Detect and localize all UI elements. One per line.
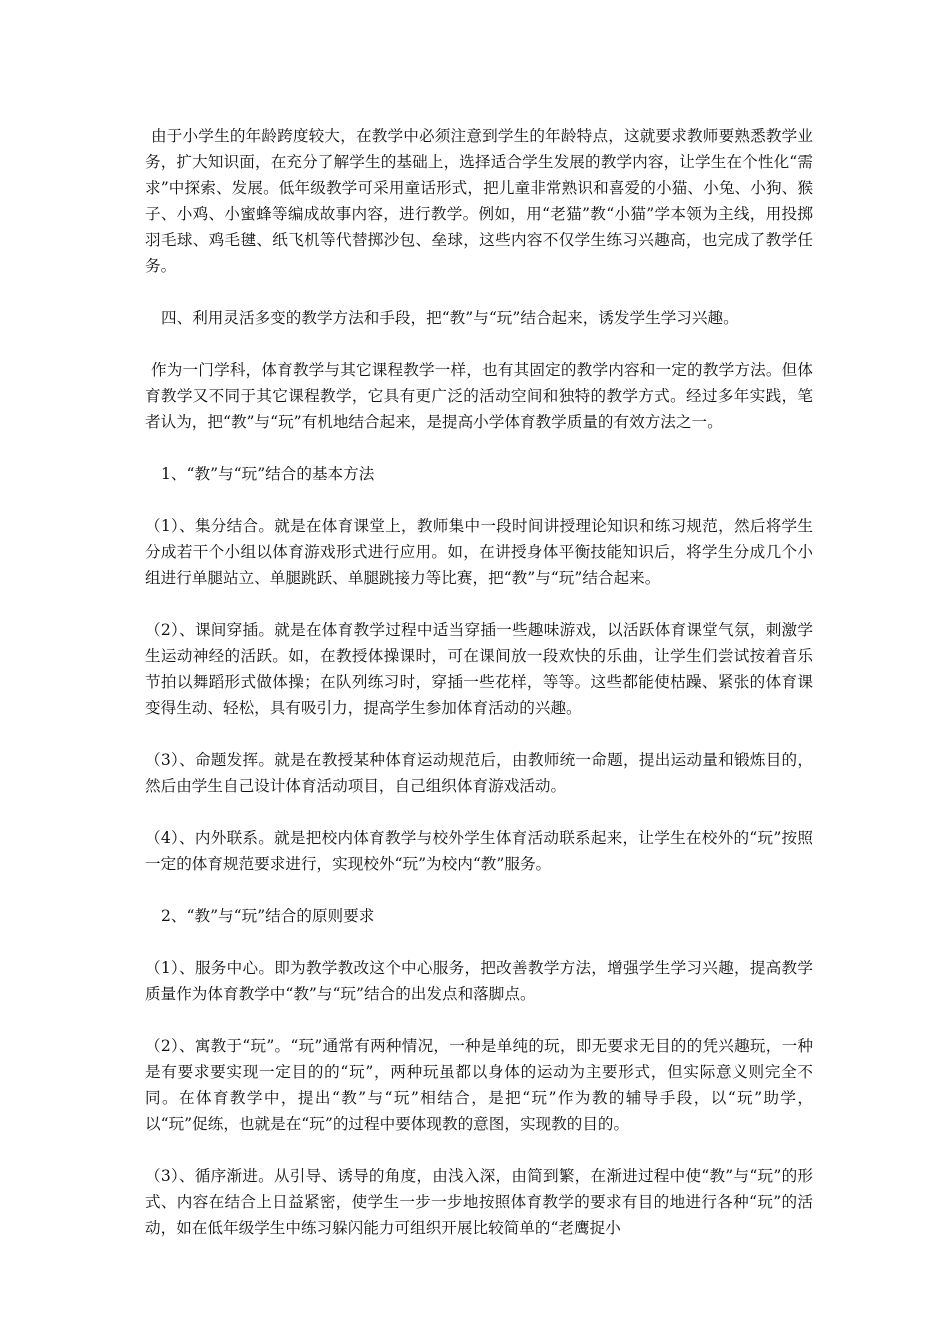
document-body — [145, 123, 813, 1241]
paragraph-principle-1: （1）、服务中心。即为教学教改这个中心服务，把改善教学方法，增强学生学习兴趣，提高教学质量作为体育教学中“教”与“玩”结合的出发点和落脚点。 — [145, 959, 813, 1003]
paragraph-method-3: （3）、命题发挥。就是在教授某种体育运动规范后，由教师统一命题，提出运动量和锻炼目的，然后由学生自己设计体育活动项目，自己组织体育游戏活动。 — [145, 751, 813, 795]
subheading-basic-methods: 1、“教”与“玩”结合的基本方法 — [161, 465, 375, 483]
paragraph-method-2: （2）、课间穿插。就是在体育教学过程中适当穿插一些趣味游戏，以活跃体育课堂气氛，刺激学生运动神经的活跃。如，在教授体操课时，可在课间放一段欢快的乐曲，让学生们尝试按着音乐节拍以舞蹈形式做体操；在队列练习时，穿插一些花样，等等。这些都能使枯躁、紧张的体育课变得生动、轻松，具有吸引力，提高学生参加体育活动的兴趣。 — [145, 621, 813, 717]
section-heading-four: 四、利用灵活多变的教学方法和手段，把“教”与“玩”结合起来，诱发学生学习兴趣。 — [161, 309, 739, 327]
paragraph-age-characteristics: 由于小学生的年龄跨度较大，在教学中必须注意到学生的年龄特点，这就要求教师要熟悉教学业务，扩大知识面，在充分了解学生的基础上，选择适合学生发展的教学内容，让学生在个性化“需求”中探索、发展。低年级教学可采用童话形式，把儿童非常熟识和喜爱的小猫、小兔、小狗、猴子、小鸡、小蜜蜂等编成故事内容，进行教学。例如，用“老猫”教“小猫”学本领为主线，用投掷羽毛球、鸡毛毽、纸飞机等代替掷沙包、垒球，这些内容不仅学生练习兴趣高，也完成了教学任务。 — [145, 127, 813, 275]
paragraph-subject-intro: 作为一门学科，体育教学与其它课程教学一样，也有其固定的教学内容和一定的教学方法。但体育教学又不同于其它课程教学，它具有更广泛的活动空间和独特的教学方式。经过多年实践，笔者认为，把“教”与“玩”有机地结合起来，是提高小学体育教学质量的有效方法之一。 — [145, 361, 813, 431]
subheading-principles: 2、“教”与“玩”结合的原则要求 — [161, 907, 375, 925]
paragraph-principle-2: （2）、寓教于“玩”。“玩”通常有两种情况，一种是单纯的玩，即无要求无目的的凭兴趣玩，一种是有要求要实现一定目的的“玩”，两种玩虽都以身体的运动为主要形式，但实际意义则完全不同。在体育教学中，提出“教”与“玩”相结合，是把“玩”作为教的辅导手段，以“玩”助学，以“玩”促练，也就是在“玩”的过程中要体现教的意图，实现教的目的。 — [145, 1037, 813, 1133]
paragraph-principle-3: （3）、循序渐进。从引导、诱导的角度，由浅入深，由简到繁，在渐进过程中使“教”与“玩”的形式、内容在结合上日益紧密，使学生一步一步地按照体育教学的要求有目的地进行各种“玩”的活动，如在低年级学生中练习躲闪能力可组织开展比较简单的“老鹰捉小 — [145, 1167, 813, 1237]
paragraph-method-4: （4）、内外联系。就是把校内体育教学与校外学生体育活动联系起来，让学生在校外的“玩”按照一定的体育规范要求进行，实现校外“玩”为校内“教”服务。 — [145, 829, 813, 873]
paragraph-method-1: （1）、集分结合。就是在体育课堂上，教师集中一段时间讲授理论知识和练习规范，然后将学生分成若干个小组以体育游戏形式进行应用。如，在讲授身体平衡技能知识后，将学生分成几个小组进行单腿站立、单腿跳跃、单腿跳接力等比赛，把“教”与“玩”结合起来。 — [145, 517, 813, 587]
